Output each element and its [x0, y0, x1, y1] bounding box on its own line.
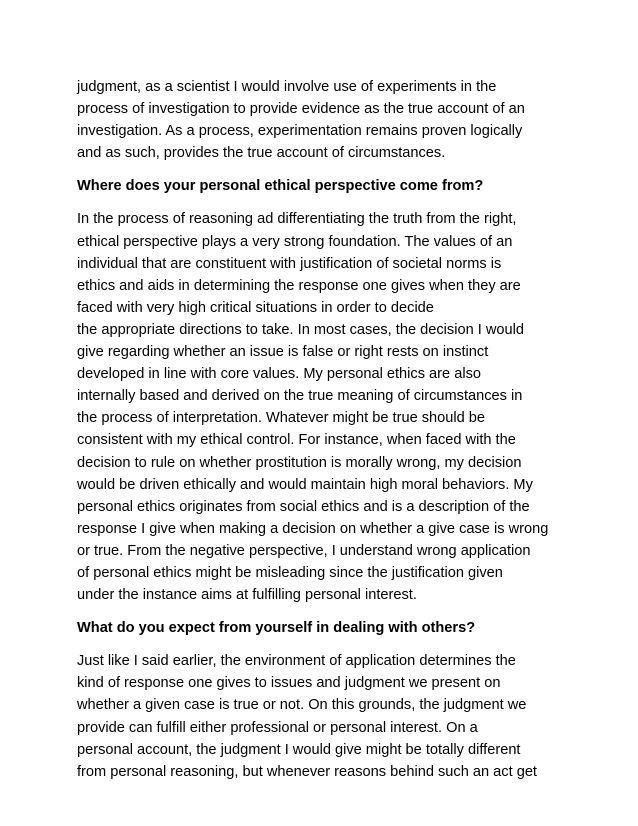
text-line: and as such, provides the true account of circumstances. — [77, 145, 446, 162]
section-heading — [77, 617, 567, 639]
text-line: ethical perspective plays a very strong foundation. The values of an — [77, 233, 513, 250]
heading-text: What do you expect from yourself in dealing with others? — [77, 620, 476, 637]
heading-text: Where does your personal ethical perspective come from? — [77, 178, 484, 195]
text-line: personal account, the judgment I would give might be totally different — [77, 741, 521, 758]
text-line: ethics and aids in determining the response one gives when they are — [77, 277, 521, 294]
paragraph — [77, 650, 567, 783]
text-line: response I give when making a decision on whether a give case is wrong — [77, 520, 549, 537]
paragraph — [77, 208, 567, 606]
text-line: investigation. As a process, experimentation remains proven logically — [77, 123, 523, 140]
text-line: developed in line with core values. My personal ethics are also — [77, 366, 481, 383]
text-line: from personal reasoning, but whenever reasons behind such an act get — [77, 763, 537, 780]
text-line: judgment, as a scientist I would involve use of experiments in the — [77, 79, 497, 95]
section-heading — [77, 175, 567, 197]
text-line: give regarding whether an issue is false or right rests on instinct — [77, 344, 489, 361]
text-line: provide can fulfill either professional or personal interest. On a — [77, 719, 478, 736]
text-line: Just like I said earlier, the environment of application determines the — [77, 653, 516, 670]
text-line: internally based and derived on the true meaning of circumstances in — [77, 388, 523, 405]
text-line: under the instance aims at fulfilling personal interest. — [77, 587, 417, 604]
text-line: the process of interpretation. Whatever might be true should be — [77, 410, 486, 427]
text-line: whether a given case is true or not. On this grounds, the judgment we — [77, 697, 527, 714]
text-line: would be driven ethically and would maintain high moral behaviors. My — [77, 476, 533, 493]
text-line: process of investigation to provide evidence as the true account of an — [77, 101, 525, 118]
text-line: personal ethics originates from social ethics and is a description of the — [77, 498, 530, 515]
text-line: In the process of reasoning ad differentiating the truth from the right, — [77, 211, 517, 228]
text-line: faced with very high critical situations in order to decide — [77, 299, 434, 316]
text-line: the appropriate directions to take. In most cases, the decision I would — [77, 321, 524, 338]
text-line: kind of response one gives to issues and judgment we present on — [77, 675, 501, 692]
text-line: or true. From the negative perspective, I understand wrong application — [77, 542, 531, 559]
text-line: individual that are constituent with justification of societal norms is — [77, 255, 502, 272]
text-line: consistent with my ethical control. For instance, when faced with the — [77, 432, 516, 449]
document-body — [77, 76, 567, 794]
text-line: of personal ethics might be misleading since the justification given — [77, 564, 503, 581]
paragraph — [77, 76, 567, 164]
text-line: decision to rule on whether prostitution is morally wrong, my decision — [77, 454, 522, 471]
